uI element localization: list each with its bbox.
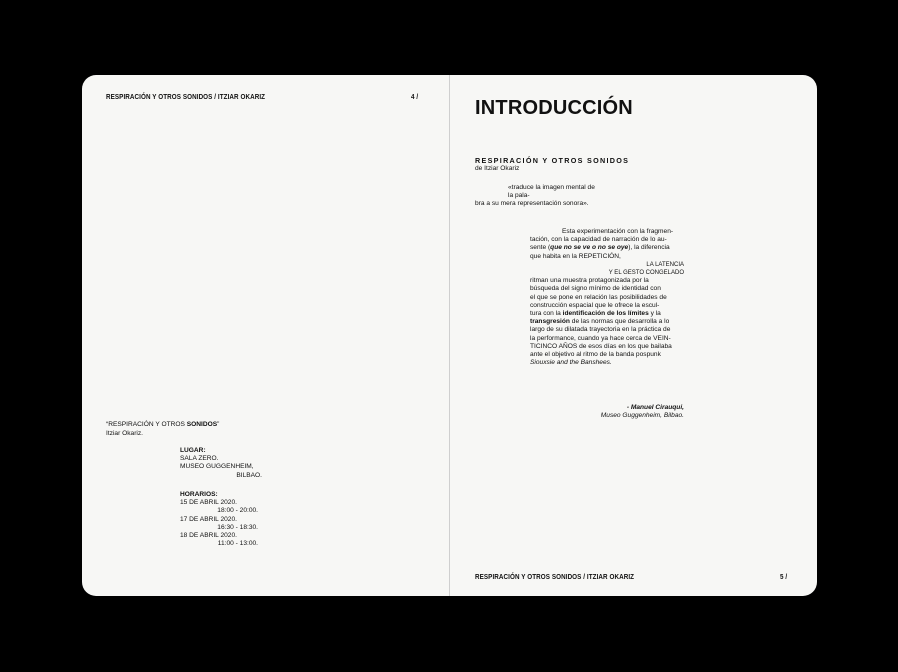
- body-line: ante el objetivo al ritmo de la banda pospunk: [530, 351, 661, 359]
- book-spread: [82, 75, 817, 596]
- horario-date: 17 DE ABRIL 2020.: [180, 515, 237, 523]
- body-line: LA LATENCIA: [646, 261, 684, 268]
- horario-time: 18:00 - 20:00.: [217, 507, 258, 515]
- lugar-block: [180, 447, 262, 480]
- horario-date: 15 DE ABRIL 2020.: [180, 499, 237, 507]
- body-line: el que se pone en relación las posibilidades de: [530, 293, 667, 301]
- body-line: la performance, cuando ya hace cerca de VEIN-: [530, 334, 671, 342]
- body-line: tación, con la capacidad de narración de lo au-: [530, 236, 667, 244]
- page-number-left: 4 /: [411, 92, 419, 101]
- signature-place: Museo Guggenheim, Bilbao.: [600, 412, 684, 420]
- body-line: que habita en la REPETICIÓN,: [530, 252, 621, 260]
- page-title: INTRODUCCIÓN: [475, 97, 633, 119]
- subtitle: RESPIRACIÓN Y OTROS SONIDOS: [475, 156, 630, 165]
- body-line: construcción espacial que le ofrece la escul-: [530, 301, 660, 309]
- body-line: búsqueda del signo mínimo de identidad con: [530, 285, 661, 293]
- horario-time: 16:30 - 18:30.: [217, 523, 258, 531]
- body-line: TICINCO AÑOS de esos días en los que bailaba: [530, 342, 672, 350]
- body-line: Siouxsie and the Banshees.: [530, 359, 612, 367]
- signature: [580, 404, 684, 420]
- lugar-line: MUSEO GUGGENHEIM,: [180, 463, 254, 471]
- body-line: ritman una muestra protagonizada por la: [530, 277, 649, 285]
- page-number-right: 5 /: [780, 572, 788, 581]
- body-line: sente (que no se ve o no se oye), la diferencia: [530, 244, 670, 252]
- horarios-label: HORARIOS:: [180, 491, 218, 498]
- credit-title: “RESPIRACIÓN Y OTROS SONIDOS”: [106, 421, 220, 428]
- body-line: transgresión de las normas que desarrolla a lo: [530, 318, 670, 326]
- horario-date: 18 DE ABRIL 2020.: [180, 532, 237, 540]
- byline: de Itziar Okariz: [475, 165, 520, 172]
- epigraph-line: bra a su mera representación sonora».: [475, 200, 589, 208]
- body-line: tura con la identificación de los límites y la: [530, 310, 661, 318]
- lugar-line: SALA ZERO.: [180, 455, 219, 463]
- horarios-block: [180, 491, 258, 548]
- left-page: [82, 75, 450, 596]
- body-line: largo de su dilatada trayectoria en la práctica de: [530, 326, 671, 334]
- body-line: Y EL GESTO CONGELADO: [608, 270, 684, 277]
- epigraph-line: «traduce la imagen mental de la pala-: [508, 184, 595, 200]
- running-footer: RESPIRACIÓN Y OTROS SONIDOS / ITZIAR OKARIZ: [475, 572, 635, 581]
- body-text: [530, 228, 684, 367]
- lugar-line: BILBAO.: [236, 471, 262, 479]
- running-header: RESPIRACIÓN Y OTROS SONIDOS / ITZIAR OKARIZ: [106, 92, 266, 101]
- horario-time: 11:00 - 13:00.: [217, 540, 258, 548]
- body-line: Esta experimentación con la fragmen-: [562, 228, 674, 235]
- lugar-label: LUGAR:: [180, 447, 206, 454]
- credit-author: Itziar Okariz.: [106, 430, 144, 437]
- epigraph: [475, 184, 600, 209]
- signature-name: - Manuel Cirauqui,: [626, 404, 684, 411]
- right-page: [450, 75, 817, 596]
